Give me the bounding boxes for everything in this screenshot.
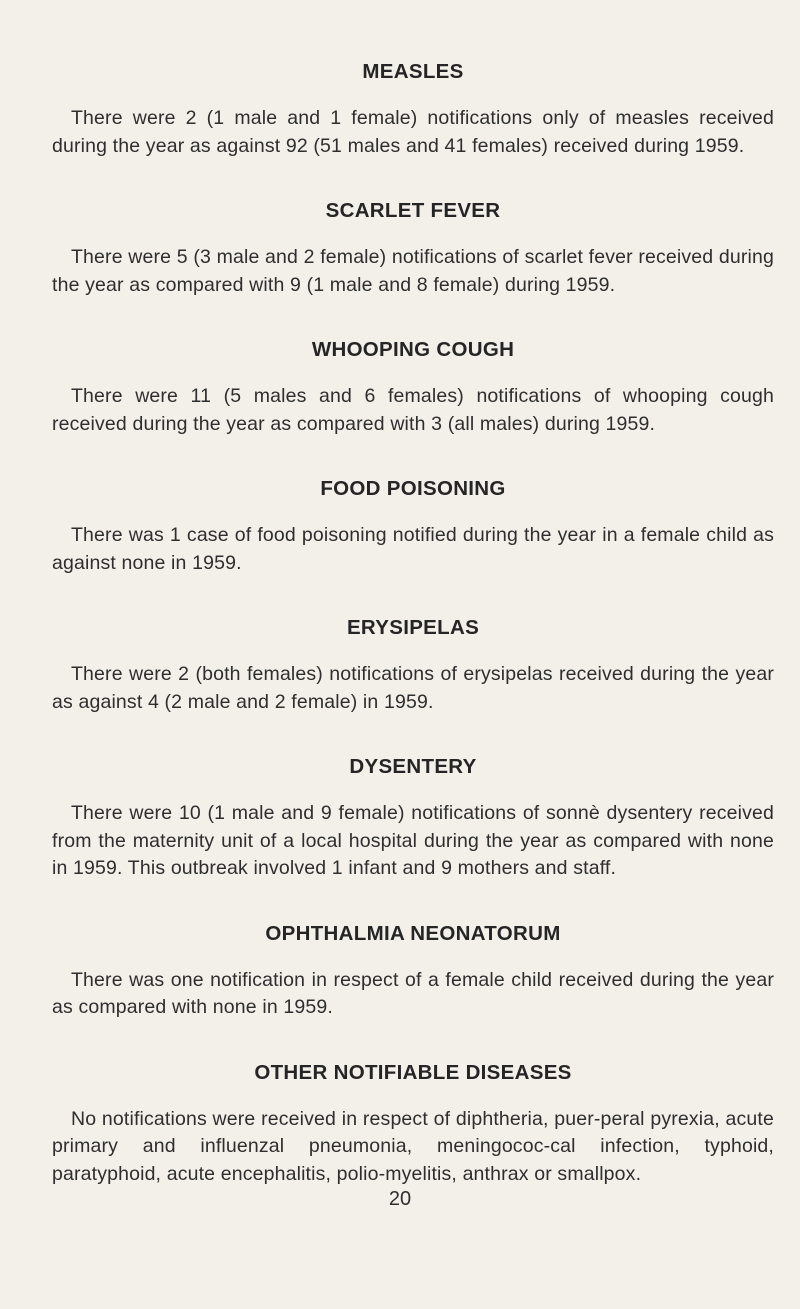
section-heading: MEASLES	[362, 60, 464, 83]
section-heading: OTHER NOTIFIABLE DISEASES	[254, 1060, 572, 1084]
section-whooping-cough	[52, 336, 774, 438]
page-number: 20	[388, 1188, 412, 1210]
section-heading: ERYSIPELAS	[346, 616, 480, 639]
section-heading: OPHTHALMIA NEONATORUM	[265, 921, 561, 945]
section-heading: WHOOPING COUGH	[311, 338, 515, 361]
section-paragraph: There was 1 case of food poisoning notified during the year in a female child as against none in 1959.	[52, 524, 774, 574]
section-paragraph: There were 11 (5 males and 6 females) notifications of whooping cough received during the year as compared with 3 (all males) during 1959.	[52, 385, 774, 435]
section-heading: DYSENTERY	[349, 755, 477, 778]
section-food-poisoning	[52, 475, 774, 577]
section-ophthalmia-neonatorum	[52, 920, 774, 1022]
section-paragraph: No notifications were received in respect of diphtheria, puer-peral pyrexia, acute primary and influenzal pneumonia, meningococ-cal infection, typhoid, paratyphoid, acute encephalitis, polio-myelitis, anthrax or smallpox.	[52, 1107, 774, 1185]
section-paragraph: There were 2 (both females) notifications of erysipelas received during the year as against 4 (2 male and 2 female) in 1959.	[52, 663, 774, 713]
section-paragraph: There were 5 (3 male and 2 female) notifications of scarlet fever received during the year as compared with 9 (1 male and 8 female) during 1959.	[52, 246, 774, 296]
section-paragraph: There were 2 (1 male and 1 female) notifications only of measles received during the year as against 92 (51 males and 41 females) received during 1959.	[52, 107, 774, 157]
section-dysentery	[52, 753, 774, 883]
section-paragraph: There were 10 (1 male and 9 female) notifications of sonnè dysentery received from the maternity unit of a local hospital during the year as compared with none in 1959. This outbreak involved 1 infant and 9 mothers and staff.	[52, 802, 774, 879]
section-scarlet-fever	[52, 197, 774, 299]
section-other-notifiable-diseases	[52, 1059, 774, 1189]
section-erysipelas	[52, 614, 774, 716]
section-heading: FOOD POISONING	[320, 477, 506, 500]
report-sections	[52, 58, 774, 1225]
section-heading: SCARLET FEVER	[325, 199, 501, 222]
section-measles	[52, 58, 774, 160]
section-paragraph: There was one notification in respect of a female child received during the year as compared with none in 1959.	[52, 968, 774, 1018]
